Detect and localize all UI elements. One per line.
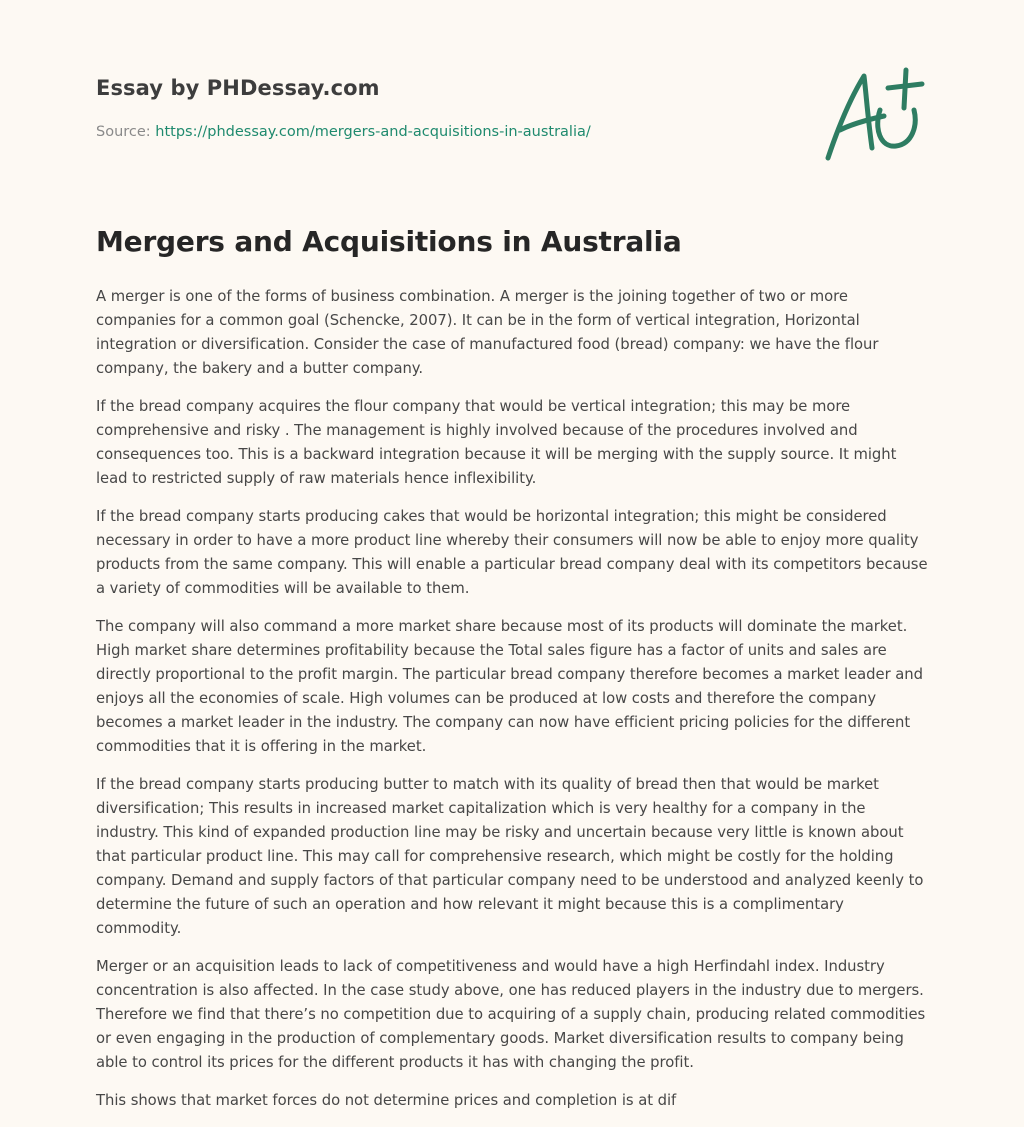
source-link[interactable]: https://phdessay.com/mergers-and-acquisitions-in-australia/: [155, 124, 591, 140]
paragraph: Merger or an acquisition leads to lack of competitiveness and would have a high Herfindahl index. Industry concentration is also affected. In the case study above, one has reduced players in the industry due to mergers. Therefore we find that there’s no competition due to acquiring of a supply chain, producing related commodities or even engaging in the production of complementary goods. Market diversification results to company being able to control its prices for the different products it has with changing the profit.: [96, 958, 930, 1071]
a-plus-logo-icon: [818, 64, 930, 168]
paragraph: If the bread company starts producing cakes that would be horizontal integration; this might be considered necessary in order to have a more product line whereby their consumers will now be able to enjoy more quality products from the same company. This will enable a particular bread company deal with its competitors because a variety of commodities will be available to them.: [96, 508, 933, 597]
site-brand: Essay by PHDessay.com: [96, 76, 380, 100]
paragraph: If the bread company acquires the flour company that would be vertical integration; this may be more comprehensive and risky . The management is highly involved because of the procedures involved and consequences too. This is a backward integration because it will be merging with the supply source. It might lead to restricted supply of raw materials hence inflexibility.: [96, 398, 901, 487]
essay-body: [96, 285, 932, 1127]
paragraph: If the bread company starts producing butter to match with its quality of bread then that would be market diversification; This results in increased market capitalization which is very healthy for a company in the industry. This kind of expanded production line may be risky and uncertain because very little is known about that particular product line. This may call for comprehensive research, which might be costly for the holding company. Demand and supply factors of that particular company need to be understood and analyzed keenly to determine the future of such an operation and how relevant it might because this is a complimentary commodity.: [96, 776, 929, 937]
source-line: [96, 124, 591, 140]
essay-title: Mergers and Acquisitions in Australia: [96, 225, 682, 258]
paragraph: A merger is one of the forms of business combination. A merger is the joining together of two or more companies for a common goal (Schencke, 2007). It can be in the form of vertical integration, Horizontal integration or diversification. Consider the case of manufactured food (bread) company: we have the flour company, the bakery and a butter company.: [96, 288, 893, 377]
paragraph: This shows that market forces do not determine prices and completion is at dif: [96, 1092, 677, 1109]
source-label: Source:: [96, 124, 156, 140]
paragraph: The company will also command a more market share because most of its products will dominate the market. High market share determines profitability because the Total sales figure has a factor of units and sales are directly proportional to the profit margin. The particular bread company therefore becomes a market leader and enjoys all the economies of scale. High volumes can be produced at low costs and therefore the company becomes a market leader in the industry. The company can now have efficient pricing policies for the different commodities that it is offering in the market.: [96, 618, 928, 755]
